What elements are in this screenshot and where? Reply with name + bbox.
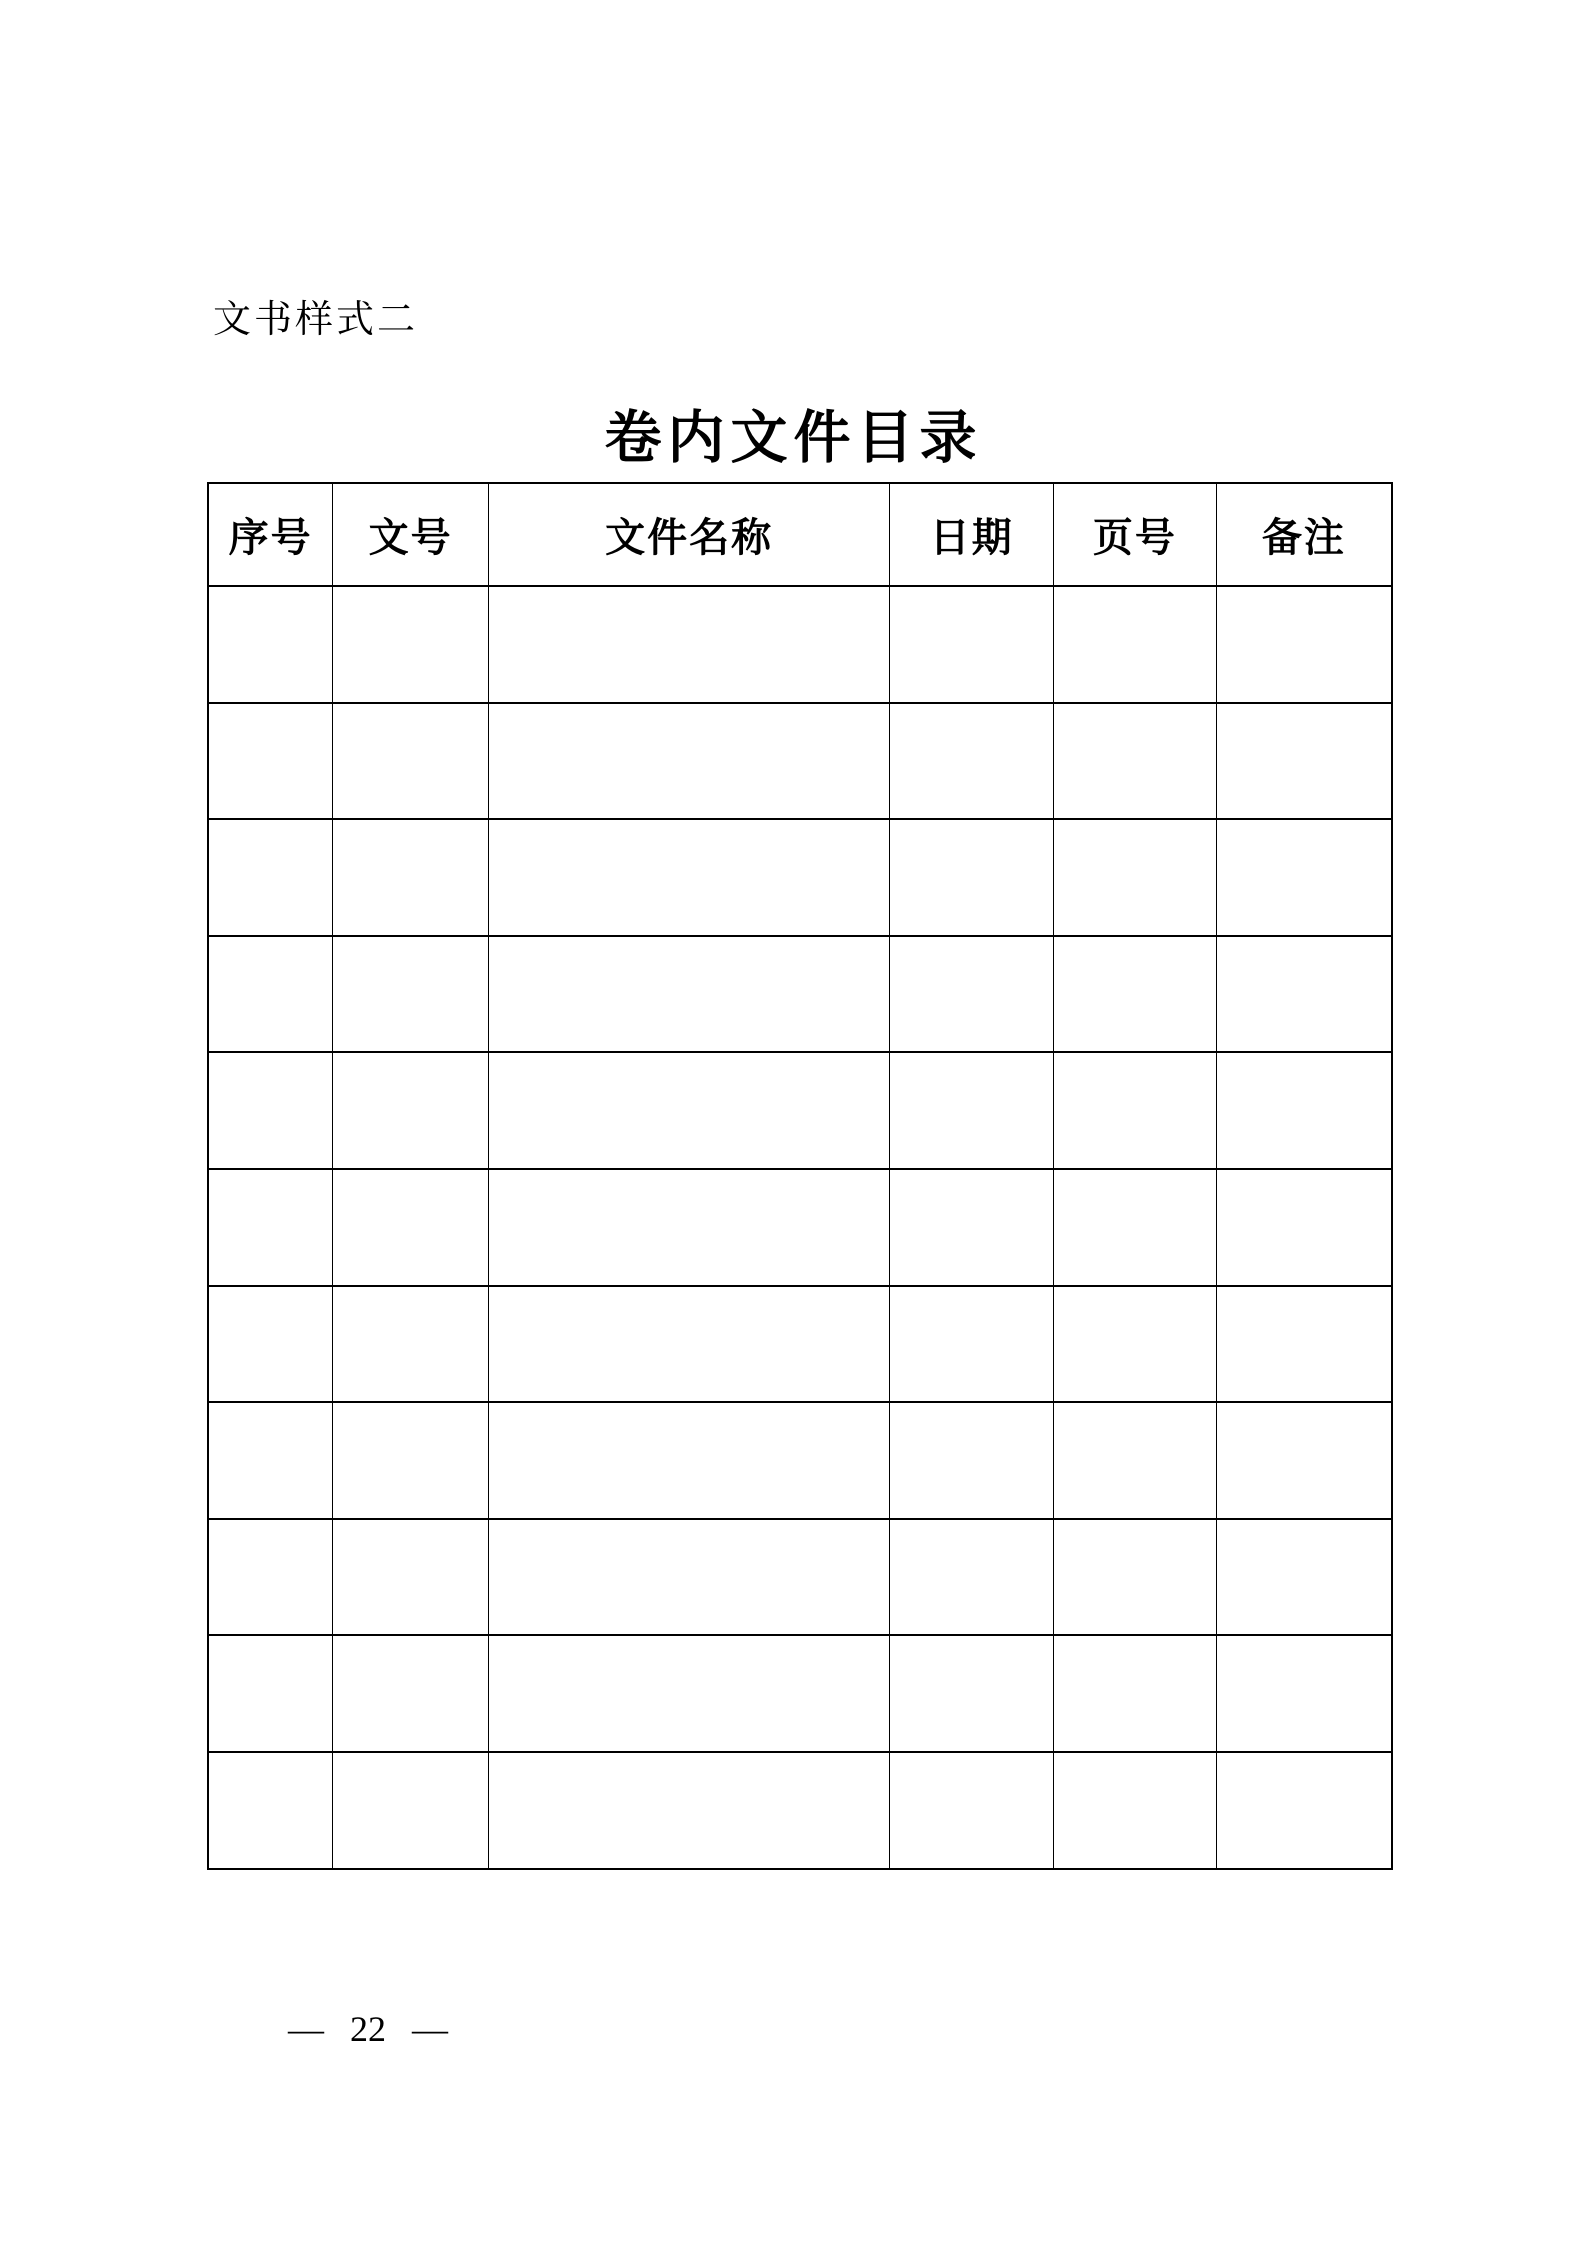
catalog-table (207, 482, 1393, 1870)
col-header-date: 日期 (890, 483, 1054, 586)
table-row (208, 1169, 1392, 1286)
table-cell-remarks (1216, 1286, 1392, 1403)
table-cell-date (890, 586, 1054, 703)
table-cell-remarks (1216, 936, 1392, 1053)
table-cell-document-name (488, 1402, 889, 1519)
table-row (208, 819, 1392, 936)
doc-style-label: 文书样式二 (213, 299, 419, 341)
table-cell-date (890, 1635, 1054, 1752)
table-cell-document-number (333, 936, 489, 1053)
table-cell-document-name (488, 1169, 889, 1286)
table-cell-document-name (488, 936, 889, 1053)
table-row (208, 1402, 1392, 1519)
table-cell-document-number (333, 1752, 489, 1869)
table-row (208, 1286, 1392, 1403)
table-cell-document-name (488, 1635, 889, 1752)
table-row (208, 703, 1392, 820)
table-cell-remarks (1216, 1052, 1392, 1169)
table-cell-serial-number (208, 703, 333, 820)
table-cell-document-name (488, 819, 889, 936)
table-cell-date (890, 1752, 1054, 1869)
table-cell-document-number (333, 703, 489, 820)
table-row (208, 1635, 1392, 1752)
table-cell-date (890, 703, 1054, 820)
page-title: 卷内文件目录 (604, 407, 983, 470)
table-cell-document-name (488, 1052, 889, 1169)
table-cell-date (890, 1519, 1054, 1636)
table-cell-page-number (1054, 1635, 1217, 1752)
footer-right-dash: — (412, 2009, 448, 2049)
table-cell-serial-number (208, 1752, 333, 1869)
table-cell-document-name (488, 586, 889, 703)
table-cell-remarks (1216, 586, 1392, 703)
table-row (208, 1752, 1392, 1869)
table-cell-document-name (488, 703, 889, 820)
table-cell-document-number (333, 1286, 489, 1403)
table-cell-date (890, 1052, 1054, 1169)
footer-left-dash: — (288, 2009, 324, 2049)
table-cell-serial-number (208, 586, 333, 703)
page-footer (288, 2008, 448, 2050)
table-cell-serial-number (208, 1052, 333, 1169)
table-row (208, 586, 1392, 703)
table-cell-remarks (1216, 1635, 1392, 1752)
table-cell-serial-number (208, 1635, 333, 1752)
table-cell-remarks (1216, 1519, 1392, 1636)
table-cell-date (890, 1169, 1054, 1286)
table-cell-date (890, 819, 1054, 936)
table-cell-date (890, 1402, 1054, 1519)
table-cell-serial-number (208, 819, 333, 936)
table-cell-document-name (488, 1519, 889, 1636)
table-cell-serial-number (208, 1169, 333, 1286)
table-cell-document-number (333, 1635, 489, 1752)
table-body (208, 586, 1392, 1869)
table-cell-remarks (1216, 1752, 1392, 1869)
table-cell-serial-number (208, 936, 333, 1053)
table-cell-page-number (1054, 1519, 1217, 1636)
col-header-serial-number: 序号 (208, 483, 333, 586)
table-cell-page-number (1054, 1052, 1217, 1169)
table-cell-page-number (1054, 1752, 1217, 1869)
table-cell-remarks (1216, 1169, 1392, 1286)
table-row (208, 1519, 1392, 1636)
table-cell-serial-number (208, 1286, 333, 1403)
table-cell-document-number (333, 1519, 489, 1636)
table-cell-date (890, 1286, 1054, 1403)
col-header-document-name: 文件名称 (488, 483, 889, 586)
table-cell-page-number (1054, 1402, 1217, 1519)
table-cell-page-number (1054, 1286, 1217, 1403)
table-header-row (208, 483, 1392, 586)
table-cell-page-number (1054, 819, 1217, 936)
table-cell-document-name (488, 1286, 889, 1403)
table-cell-page-number (1054, 586, 1217, 703)
table-cell-page-number (1054, 703, 1217, 820)
table-row (208, 936, 1392, 1053)
footer-page-number: 22 (350, 2009, 386, 2049)
table-cell-remarks (1216, 819, 1392, 936)
table-cell-document-number (333, 586, 489, 703)
table-cell-page-number (1054, 1169, 1217, 1286)
table-cell-serial-number (208, 1402, 333, 1519)
col-header-document-number: 文号 (333, 483, 489, 586)
col-header-remarks: 备注 (1216, 483, 1392, 586)
table-cell-document-number (333, 1169, 489, 1286)
col-header-page-number: 页号 (1054, 483, 1217, 586)
table-cell-document-number (333, 819, 489, 936)
table-row (208, 1052, 1392, 1169)
table-cell-serial-number (208, 1519, 333, 1636)
table-cell-remarks (1216, 703, 1392, 820)
table-cell-page-number (1054, 936, 1217, 1053)
table-cell-date (890, 936, 1054, 1053)
table-cell-document-number (333, 1052, 489, 1169)
table-cell-document-name (488, 1752, 889, 1869)
table-cell-remarks (1216, 1402, 1392, 1519)
table-cell-document-number (333, 1402, 489, 1519)
